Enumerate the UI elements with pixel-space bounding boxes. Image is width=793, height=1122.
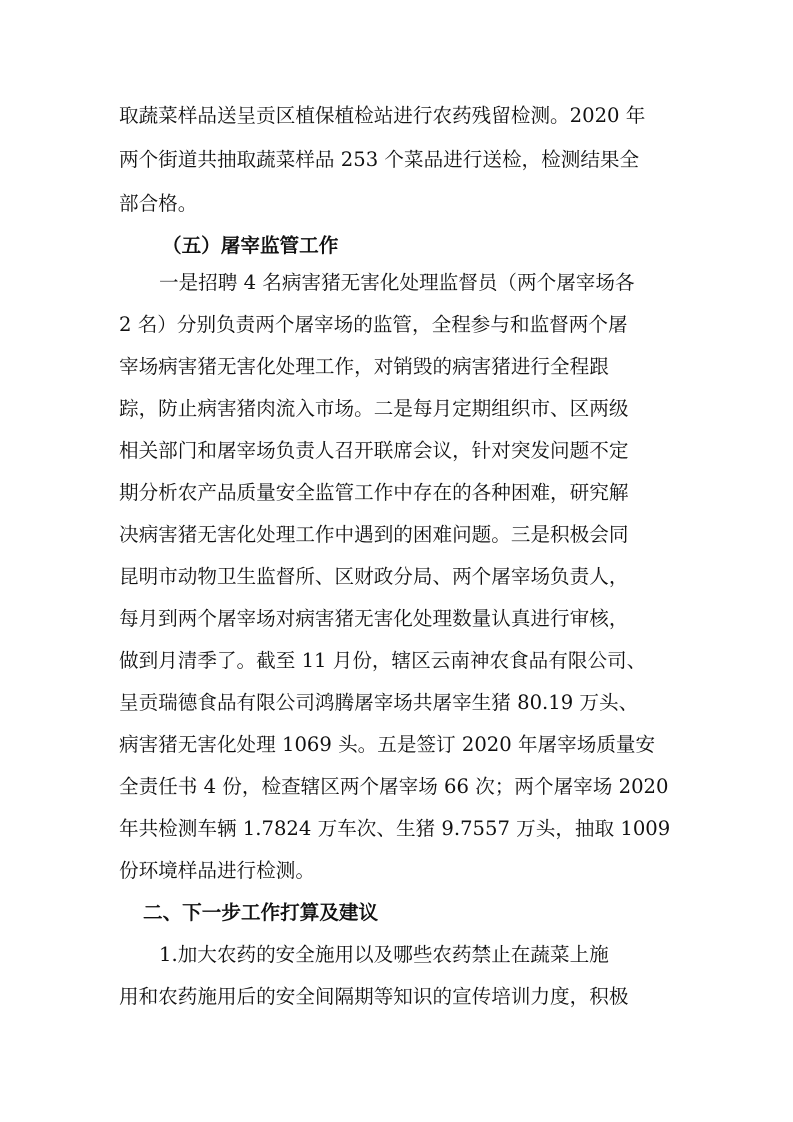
body-line: 2 名）分别负责两个屠宰场的监管，全程参与和监督两个屠 bbox=[119, 313, 628, 336]
body-line: 期分析农产品质量安全监管工作中存在的各种困难，研究解 bbox=[119, 481, 629, 504]
body-line: 用和农药施用后的安全间隔期等知识的宣传培训力度，积极 bbox=[119, 985, 629, 1008]
paragraph-first-line: 1.加大农药的安全施用以及哪些农药禁止在蔬菜上施 bbox=[159, 943, 609, 966]
body-line: 做到月清季了。截至 11 月份，辖区云南神农食品有限公司、 bbox=[119, 649, 647, 672]
body-line: 病害猪无害化处理 1069 头。五是签订 2020 年屠宰场质量安 bbox=[119, 733, 656, 756]
body-line: 部合格。 bbox=[119, 192, 198, 215]
body-line: 全责任书 4 份，检查辖区两个屠宰场 66 次；两个屠宰场 2020 bbox=[119, 775, 669, 798]
body-line: 宰场病害猪无害化处理工作，对销毁的病害猪进行全程跟 bbox=[119, 355, 609, 378]
body-line: 每月到两个屠宰场对病害猪无害化处理数量认真进行审核， bbox=[119, 607, 629, 630]
paragraph-first-line: 一是招聘 4 名病害猪无害化处理监督员（两个屠宰场各 bbox=[159, 271, 635, 294]
body-line: 决病害猪无害化处理工作中遇到的困难问题。三是积极会同 bbox=[119, 523, 629, 546]
body-line: 踪，防止病害猪肉流入市场。二是每月定期组织市、区两级 bbox=[119, 397, 629, 420]
body-line: 取蔬菜样品送呈贡区植保植检站进行农药残留检测。2020 年 bbox=[119, 104, 646, 127]
section-heading: （五）屠宰监管工作 bbox=[162, 234, 339, 257]
body-line: 呈贡瑞德食品有限公司鸿腾屠宰场共屠宰生猪 80.19 万头、 bbox=[119, 691, 639, 714]
body-line: 相关部门和屠宰场负责人召开联席会议，针对突发问题不定 bbox=[119, 439, 629, 462]
section-heading: 二、下一步工作打算及建议 bbox=[143, 901, 379, 924]
body-line: 份环境样品进行检测。 bbox=[119, 859, 315, 882]
body-line: 年共检测车辆 1.7824 万车次、生猪 9.7557 万头，抽取 1009 bbox=[119, 817, 671, 840]
body-line: 两个街道共抽取蔬菜样品 253 个菜品进行送检，检测结果全 bbox=[119, 148, 640, 171]
body-line: 昆明市动物卫生监督所、区财政分局、两个屠宰场负责人， bbox=[119, 565, 629, 588]
